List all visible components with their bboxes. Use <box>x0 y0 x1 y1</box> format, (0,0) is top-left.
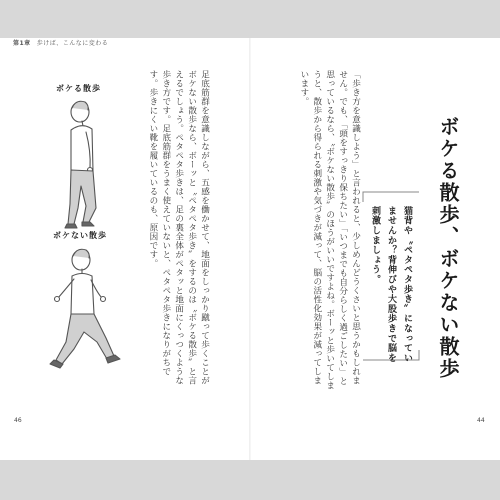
chapter-number: 第1章 <box>13 40 31 47</box>
chapter-header <box>13 38 108 47</box>
upright-walker-illustration <box>34 246 134 381</box>
page-gutter <box>249 38 251 460</box>
page-number-right: 44 <box>477 417 485 424</box>
bad-walk-label: ボケる散歩 <box>56 84 101 93</box>
slouched-walker-illustration <box>38 96 128 241</box>
page-headline: ボケる散歩、ボケない散歩 <box>436 116 460 380</box>
good-walk-label: ボケない散歩 <box>53 231 107 240</box>
body-text-right-page: 「歩き方を意識しよう」と言われると、少しめんどうくさいと思うかもしれません。でも、「頭をすっきり保ちたい」「いつまでも自分らしく過ごしたい」と思っているなら、〝ボケない散歩〟のほうがいいですよね。ボーッと歩いてしまうと、散歩から得られる刺激や気づきが減って、脳の活性化効果が減ってしまいます。 <box>298 70 361 390</box>
page-number-left: 46 <box>14 417 22 424</box>
body-text-left-page: 足底筋群を意識しながら、五感を働かせて、地面をしっかり蹴って歩くことがボケない散歩なら、ボーッと〝ペタペタ歩き〟をするのは〝ボケる散歩〟と言えるでしょう。ペタペタ歩きは、足の裏全体がペタッと地面にくっつくような歩き方です。足底筋群をうまく使えていないと、ペタペタ歩きになりがちです。歩きにくい靴を履いているのも、原因です。 <box>147 70 210 385</box>
subheading: 猫背や〝ペタペタ歩き〟になっていませんか？背伸びや大股歩きで脳を刺激しましょう。 <box>370 206 412 363</box>
subheading-box <box>361 190 421 362</box>
chapter-title: 歩けば、こんなに変わる <box>36 40 109 47</box>
